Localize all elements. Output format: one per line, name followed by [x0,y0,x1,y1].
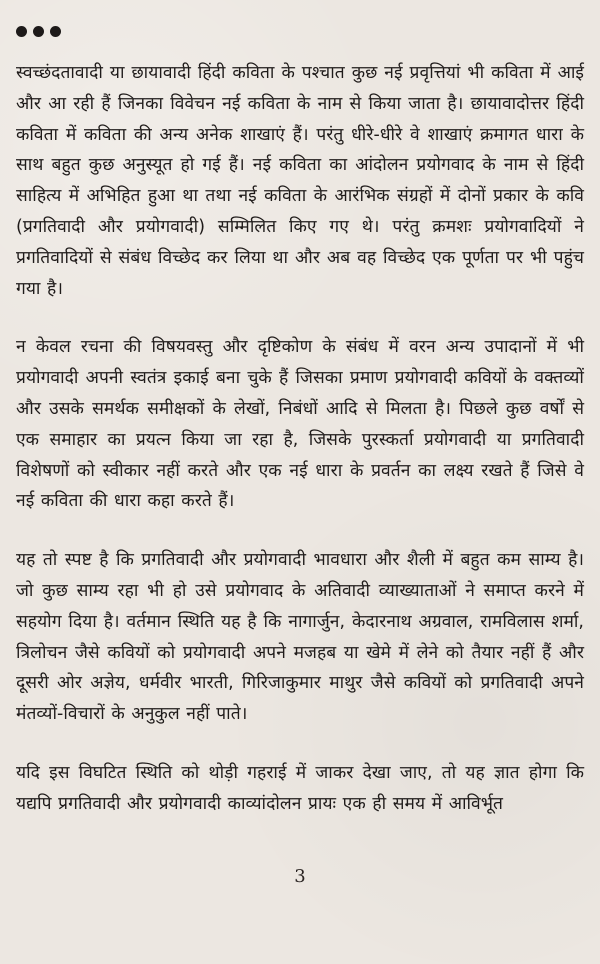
dot-icon [50,26,61,37]
page-number: 3 [294,866,306,887]
paragraph-3: यह तो स्पष्ट है कि प्रगतिवादी और प्रयोगवादी भावधारा और शैली में बहुत कम साम्य है। जो कुछ साम्य रहा भी हो उसे प्रयोगवाद के अतिवादी व्याख्याताओं ने समाप्त करने में सहयोग दिया है। वर्तमान स्थिति यह है कि नागार्जुन, केदारनाथ अग्रवाल, रामविलास शर्मा, त्रिलोचन जैसे कवियों को प्रयोगवादी अपने मजहब या खेमे में लेने को तैयार नहीं हैं और दूसरी ओर अज्ञेय, धर्मवीर भारती, गिरिजाकुमार माथुर जैसे कवियों को प्रगतिवादी अपने मंतव्यों-विचारों के अनुकुल नहीं पाते। [16,550,584,725]
dot-icon [33,26,44,37]
header-dots [16,26,61,37]
paragraph-2: न केवल रचना की विषयवस्तु और दृष्टिकोण के संबंध में वरन अन्य उपादानों में भी प्रयोगवादी अपनी स्वतंत्र इकाई बना चुके हैं जिसका प्रमाण प्रयोगवादी कवियों के वक्तव्यों और उसके समर्थक समीक्षकों के लेखों, निबंधों आदि से मिलता है। पिछले कुछ वर्षों से एक समाहार का प्रयत्न किया जा रहा है, जिसके पुरस्कर्ता प्रयोगवादी या प्रगतिवादी विशेषणों को स्वीकार नहीं करते और एक नई धारा के प्रवर्तन का लक्ष्य रखते हैं जिसे वे नई कविता की धारा कहा करते हैं। [16,337,584,512]
text-content [16,58,584,848]
dot-icon [16,26,27,37]
paragraph-4: यदि इस विघटित स्थिति को थोड़ी गहराई में जाकर देखा जाए, तो यह ज्ञात होगा कि यद्यपि प्रगतिवादी और प्रयोगवादी काव्यांदोलन प्रायः एक ही समय में आविर्भूत [16,762,584,814]
paragraph-1: स्वच्छंदतावादी या छायावादी हिंदी कविता के पश्चात कुछ नई प्रवृत्तियां भी कविता में आई और आ रही हैं जिनका विवेचन नई कविता के नाम से किया जाता है। छायावादोत्तर हिंदी कविता में कविता की अन्य अनेक शाखाएं हैं। परंतु धीरे-धीरे वे शाखाएं क्रमागत धारा के साथ बहुत कुछ अनुस्यूत हो गई हैं। नई कविता का आंदोलन प्रयोगवाद के नाम से हिंदी साहित्य में अभिहित हुआ था तथा नई कविता के आरंभिक संग्रहों में दोनों प्रकार के कवि (प्रगतिवादी और प्रयोगवादी) सम्मिलित किए गए थे। परंतु क्रमशः प्रयोगवादियों ने प्रगतिवादियों से संबंध विच्छेद कर लिया था और अब वह विच्छेद एक पूर्णता पर भी पहुंच गया है। [16,63,584,299]
